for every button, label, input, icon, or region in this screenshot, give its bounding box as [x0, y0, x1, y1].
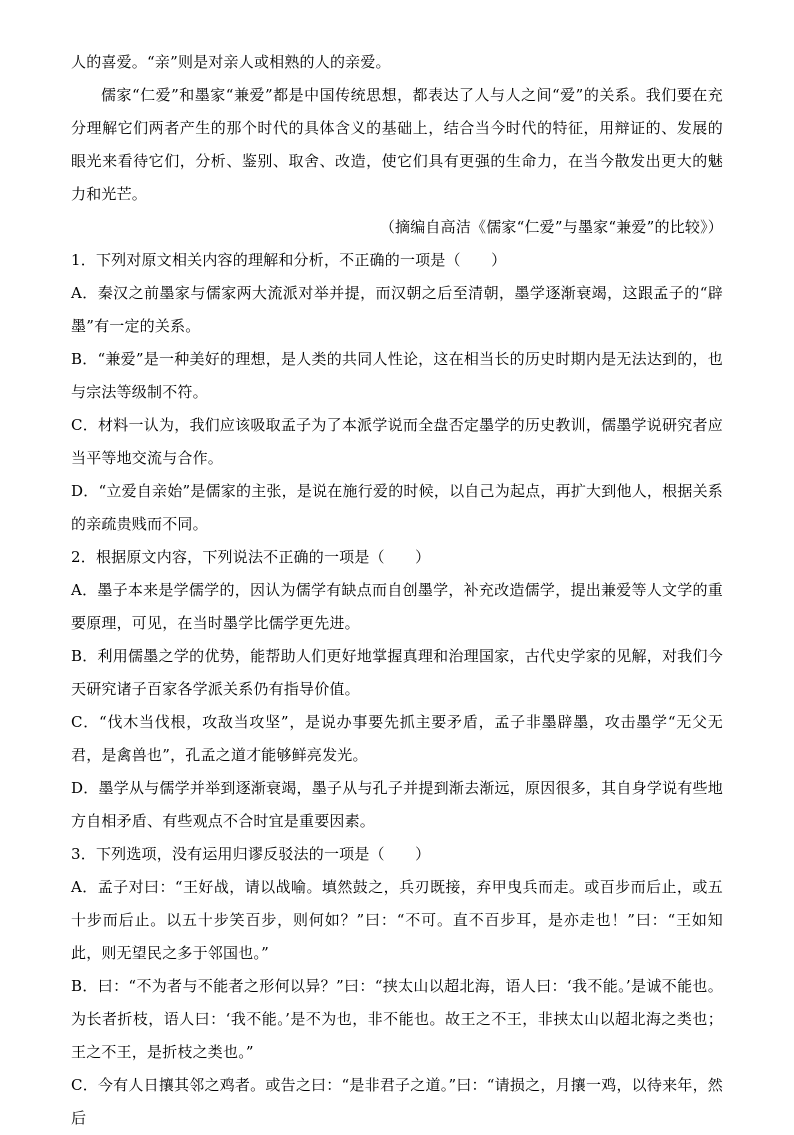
option-text: A．墨子本来是学儒学的，因认为儒学有缺点而自创墨学，补充改造儒学，提出兼爱等人文学的重要原理，可见，在当时墨学比儒学更先进。 — [71, 581, 723, 632]
option-text: C．今有人日攘其邻之鸡者。或告之曰：“是非君子之道。”曰：“请损之，月攘一鸡，以待来年，然后 — [71, 1076, 723, 1127]
question-text: 3．下列选项，没有运用归谬反驳法的一项是（ ） — [71, 845, 431, 863]
option-text: B．曰：“不为者与不能者之形何以异？”曰：“挟太山以超北海，语人曰：‘我不能。’是诚不能也。为长者折枝，语人曰：‘我不能。’是不为也，非不能也。故王之不王，非挟太山以超北海之类也；王之不王，是折枝之类也。” — [71, 977, 723, 1061]
option-text: C．材料一认为，我们应该吸取孟子为了本派学说而全盘否定墨学的历史教训，儒墨学说研究者应当平等地交流与合作。 — [71, 416, 723, 467]
option-text: A．孟子对曰：“王好战，请以战喻。填然鼓之，兵刃既接，弃甲曳兵而走。或百步而后止，或五十步而后止。以五十步笑百步，则何如？”曰：“不可。直不百步耳，是亦走也！”曰：“王如知此，则无望民之多于邻国也。” — [71, 878, 723, 962]
body-paragraph: 人的喜爱。“亲”则是对亲人或相熟的人的亲爱。 — [71, 53, 391, 71]
question-text: 2．根据原文内容，下列说法不正确的一项是（ ） — [71, 548, 431, 566]
option-text: B．利用儒墨之学的优势，能帮助人们更好地掌握真理和治理国家，古代史学家的见解，对我们今天研究诸子百家各学派关系仍有指导价值。 — [71, 647, 723, 698]
option-text: D．墨学从与儒学并举到逐渐衰竭，墨子从与孔子并提到渐去渐远，原因很多，其自身学说有些地方自相矛盾、有些观点不合时宜是重要因素。 — [71, 779, 723, 830]
option-text: D．“立爱自亲始”是儒家的主张，是说在施行爱的时候，以自己为起点，再扩大到他人，根据关系的亲疏贵贱而不同。 — [71, 482, 723, 533]
source-attribution: （摘编自高洁《儒家“仁爱”与墨家“兼爱”的比较》） — [379, 218, 723, 236]
question-text: 1．下列对原文相关内容的理解和分析，不正确的一项是（ ） — [71, 251, 507, 269]
option-text: B．“兼爱”是一种美好的理想，是人类的共同人性论，这在相当长的历史时期内是无法达到的，也与宗法等级制不符。 — [71, 350, 723, 401]
document-content — [71, 46, 723, 1135]
option-text: A．秦汉之前墨家与儒家两大流派对举并提，而汉朝之后至清朝，墨学逐渐衰竭，这跟孟子的“辟墨”有一定的关系。 — [71, 284, 723, 335]
body-paragraph: 儒家“仁爱”和墨家“兼爱”都是中国传统思想，都表达了人与人之间“爱”的关系。我们要在充分理解它们两者产生的那个时代的具体含义的基础上，结合当今时代的特征，用辩证的、发展的眼光来看待它们，分析、鉴别、取舍、改造，使它们具有更强的生命力，在当今散发出更大的魅力和光芒。 — [71, 86, 723, 203]
option-text: C．“伐木当伐根，攻敌当攻坚”，是说办事要先抓主要矛盾，孟子非墨辟墨，攻击墨学“无父无君，是禽兽也”，孔孟之道才能够鲜亮发光。 — [71, 713, 723, 764]
